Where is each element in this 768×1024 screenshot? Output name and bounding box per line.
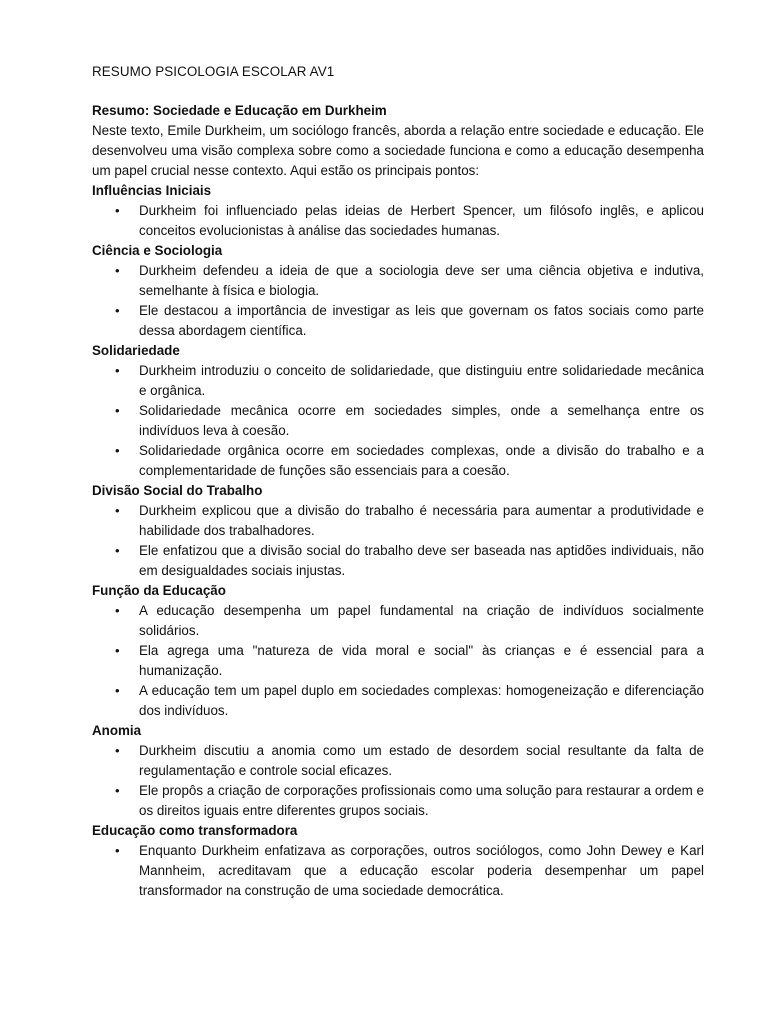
bullet-list [92, 601, 704, 721]
list-item-text: Ele enfatizou que a divisão social do trabalho deve ser baseada nas aptidões individuais, não em desigualdades sociais injustas. [139, 543, 704, 578]
bullet-icon: • [115, 443, 120, 458]
list-item-text: Solidariedade mecânica ocorre em sociedades simples, onde a semelhança entre os indivíduos leva à coesão. [139, 403, 704, 438]
bullet-icon: • [115, 203, 120, 218]
list-item [92, 781, 704, 821]
sections-container [92, 181, 704, 901]
bullet-icon: • [115, 543, 120, 558]
intro-paragraph: Neste texto, Emile Durkheim, um sociólogo francês, aborda a relação entre sociedade e educação. Ele desenvolveu uma visão complexa sobre como a sociedade funciona e como a educação desempenha um papel crucial nesse contexto. Aqui estão os principais pontos: [92, 123, 704, 178]
list-item [92, 841, 704, 901]
document-title: RESUMO PSICOLOGIA ESCOLAR AV1 [92, 64, 335, 79]
list-item [92, 441, 704, 481]
bullet-list [92, 361, 704, 481]
list-item-text: Durkheim explicou que a divisão do trabalho é necessária para aumentar a produtividade e habilidade dos trabalhadores. [139, 503, 704, 538]
list-item [92, 201, 704, 241]
section-heading: Educação como transformadora [92, 823, 298, 838]
section-heading: Função da Educação [92, 583, 226, 598]
bullet-icon: • [115, 843, 120, 858]
list-item [92, 541, 704, 581]
list-item-text: Ele destacou a importância de investigar as leis que governam os fatos sociais como parte dessa abordagem científica. [139, 303, 704, 338]
list-item-text: Ela agrega uma "natureza de vida moral e social" às crianças e é essencial para a humanização. [139, 643, 704, 678]
summary-heading: Resumo: Sociedade e Educação em Durkheim [92, 103, 387, 118]
section-heading: Solidariedade [92, 343, 180, 358]
bullet-list [92, 261, 704, 341]
bullet-icon: • [115, 403, 120, 418]
list-item [92, 501, 704, 541]
list-item [92, 681, 704, 721]
bullet-icon: • [115, 743, 120, 758]
list-item-text: A educação desempenha um papel fundamental na criação de indivíduos socialmente solidários. [139, 603, 704, 638]
list-item [92, 361, 704, 401]
list-item-text: Durkheim introduziu o conceito de solidariedade, que distinguiu entre solidariedade mecânica e orgânica. [139, 363, 704, 398]
bullet-list [92, 201, 704, 241]
bullet-icon: • [115, 643, 120, 658]
bullet-icon: • [115, 603, 120, 618]
list-item-text: Ele propôs a criação de corporações profissionais como uma solução para restaurar a ordem e os direitos iguais entre diferentes grupos sociais. [139, 783, 704, 818]
bullet-icon: • [115, 363, 120, 378]
list-item-text: A educação tem um papel duplo em sociedades complexas: homogeneização e diferenciação dos indivíduos. [139, 683, 704, 718]
list-item [92, 261, 704, 301]
list-item-text: Durkheim foi influenciado pelas ideias de Herbert Spencer, um filósofo inglês, e aplicou conceitos evolucionistas à análise das sociedades humanas. [139, 203, 704, 238]
list-item [92, 401, 704, 441]
list-item-text: Durkheim defendeu a ideia de que a sociologia deve ser uma ciência objetiva e indutiva, semelhante à física e biologia. [139, 263, 704, 298]
bullet-icon: • [115, 503, 120, 518]
section-heading: Influências Iniciais [92, 183, 212, 198]
section-heading: Divisão Social do Trabalho [92, 483, 263, 498]
bullet-list [92, 841, 704, 901]
document-page [92, 62, 704, 901]
list-item-text: Enquanto Durkheim enfatizava as corporações, outros sociólogos, como John Dewey e Karl Mannheim, acreditavam que a educação escolar poderia desempenhar um papel transformador na construção de uma sociedade democrática. [139, 843, 704, 898]
section-heading: Anomia [92, 723, 142, 738]
list-item [92, 601, 704, 641]
bullet-icon: • [115, 303, 120, 318]
section-heading: Ciência e Sociologia [92, 243, 223, 258]
bullet-icon: • [115, 683, 120, 698]
bullet-icon: • [115, 783, 120, 798]
bullet-icon: • [115, 263, 120, 278]
list-item-text: Solidariedade orgânica ocorre em sociedades complexas, onde a divisão do trabalho e a complementaridade de funções são essenciais para a coesão. [139, 443, 704, 478]
list-item [92, 741, 704, 781]
list-item [92, 301, 704, 341]
bullet-list [92, 501, 704, 581]
list-item-text: Durkheim discutiu a anomia como um estado de desordem social resultante da falta de regulamentação e controle social eficazes. [139, 743, 704, 778]
list-item [92, 641, 704, 681]
bullet-list [92, 741, 704, 821]
